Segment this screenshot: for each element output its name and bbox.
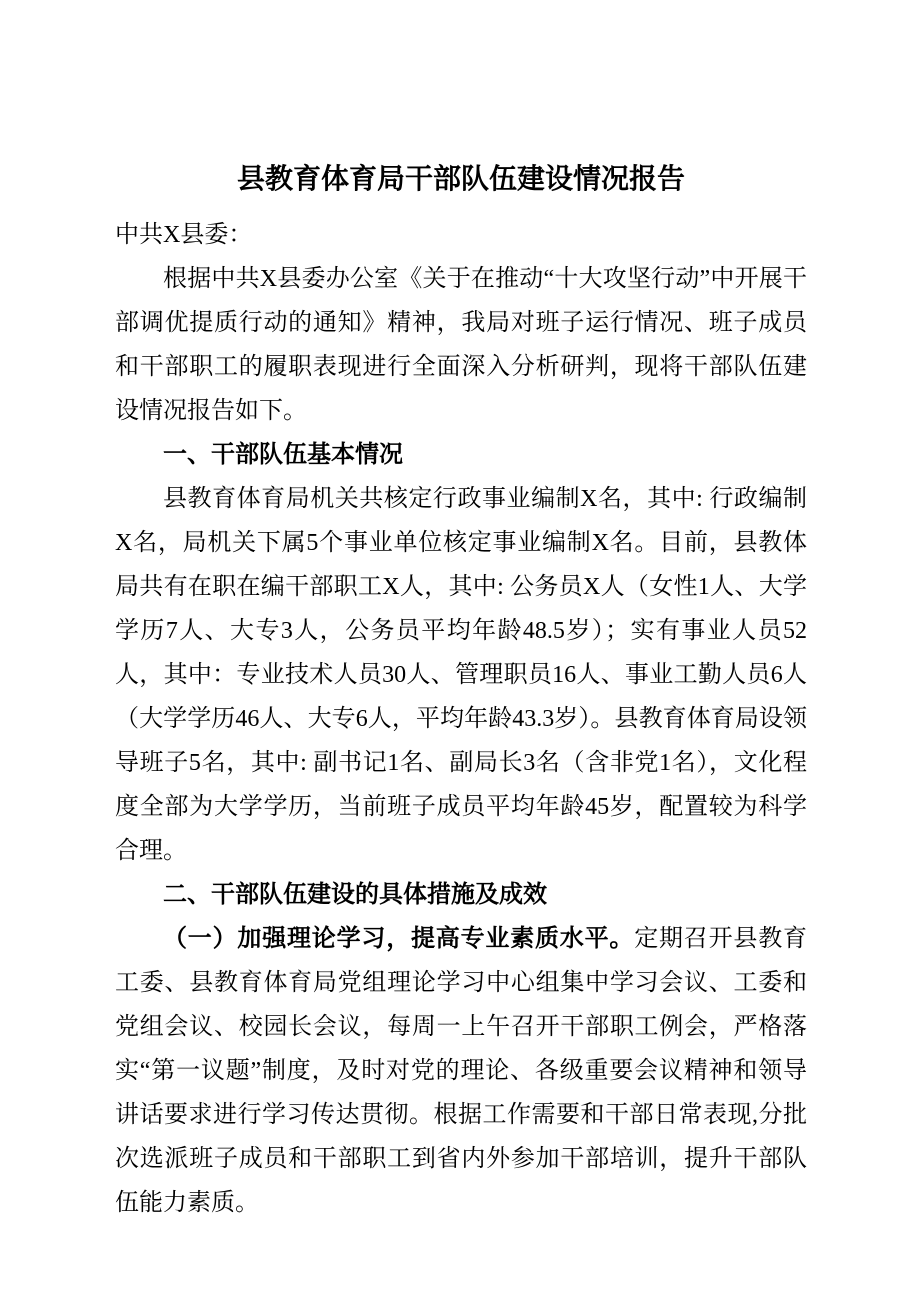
salutation-line: 中共X县委：: [115, 222, 253, 248]
item-1-lead: （一）加强理论学习，提高专业素质水平。: [163, 926, 635, 952]
section-2-item-1: [115, 917, 807, 1225]
document-title: 县教育体育局干部队伍建设情况报告: [236, 163, 685, 194]
item-1-body: 定期召开县教育工委、县教育体育局党组理论学习中心组集中学习会议、工委和党组会议、校园长会议，每周一上午召开干部职工例会，严格落实“第一议题”制度，及时对党的理论、各级重要会议精神和领导讲话要求进行学习传达贯彻。根据工作需要和干部日常表现,分批次选派班子成员和干部职工到省内外参加干部培训，提升干部队伍能力素质。: [115, 926, 808, 1216]
section-2-heading: 二、干部队伍建设的具体措施及成效: [163, 881, 547, 908]
document-body: [115, 213, 807, 1225]
section-1-body: 县教育体育局机关共核定行政事业编制X名，其中: 行政编制X名，局机关下属5个事业单位核定事业编制X名。目前，县教体局共有在职在编干部职工X人，其中: 公务员X人（女性1人、大学学历7人、大专3人，公务员平均年龄48.5岁）；实有事业人员52人，其中：专业技术人员30人、管理职员16人、事业工勤人员6人（大学学历46人、大专6人，平均年龄43.3岁）。县教育体育局设领导班子5名，其中: 副书记1名、副局长3名（含非党1名），文化程度全部为大学学历，当前班子成员平均年龄45岁，配置较为科学合理。: [115, 486, 807, 864]
intro-paragraph: 根据中共X县委办公室《关于在推动“十大攻坚行动”中开展干部调优提质行动的通知》精神，我局对班子运行情况、班子成员和干部职工的履职表现进行全面深入分析研判，现将干部队伍建设情况报告如下。: [115, 266, 807, 424]
section-1-heading: 一、干部队伍基本情况: [163, 441, 403, 468]
